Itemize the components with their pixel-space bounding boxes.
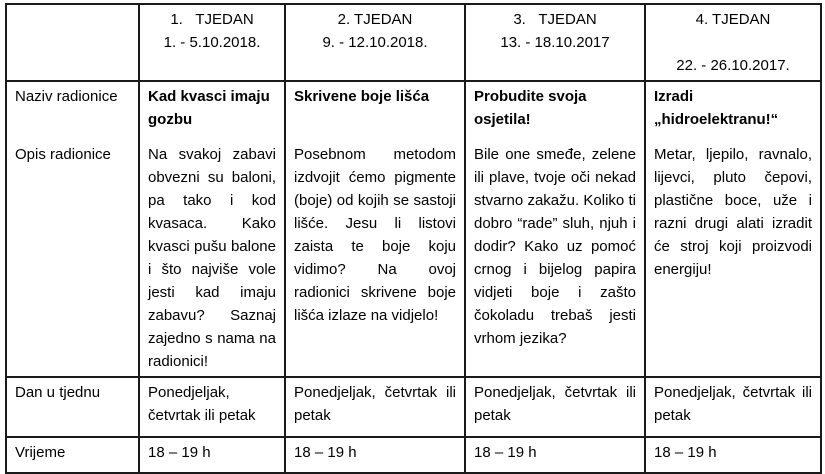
cell-workshop-week-3 xyxy=(465,81,645,377)
header-cell-week-3 xyxy=(465,4,645,81)
cell-workshop-week-2 xyxy=(285,81,465,377)
week-2-label: 2. TJEDAN xyxy=(337,11,413,28)
week-3-dates: 13. - 18.10.2017 xyxy=(500,34,610,51)
workshop-title-week-3: Probudite svoja osjetila! xyxy=(474,88,587,128)
workshop-row xyxy=(6,81,821,377)
week-1-dates: 1. - 5.10.2018. xyxy=(163,34,261,51)
cell-time-week-1 xyxy=(139,437,285,473)
workshop-schedule-table xyxy=(5,3,822,474)
table-header-row xyxy=(6,4,821,81)
workshop-description-week-3: Bile one smeđe, zelene ili plave, tvoje oči nekad stvarno zakažu. Koliko ti dobro “rade” sluh, njuh i dodir? Kako uz pomoć crnog i bijelog papira vidjeti boje i zašto čokoladu trebaš jesti vrhom jezika? xyxy=(474,146,636,347)
row-label-cell xyxy=(6,81,139,377)
workshop-description-week-4: Metar, ljepilo, ravnalo, lijevci, pluto čepovi, plastične boce, uže i razni drugi alati izradit će stroj koji proizvodi energiju! xyxy=(654,146,812,278)
time-value-week-4: 18 – 19 h xyxy=(654,444,717,461)
header-cell-week-1 xyxy=(139,4,285,81)
week-1-label: 1. TJEDAN xyxy=(170,11,254,28)
row-label-vrijeme: Vrijeme xyxy=(6,437,139,473)
cell-time-week-4 xyxy=(645,437,821,473)
week-4-label: 4. TJEDAN xyxy=(695,11,771,28)
workshop-title-week-1: Kad kvasci imaju gozbu xyxy=(148,88,270,128)
week-3-label: 3. TJEDAN xyxy=(513,11,597,28)
cell-day-week-2 xyxy=(285,377,465,437)
day-value-week-1: Ponedjeljak, četvrtak ili petak xyxy=(148,384,256,424)
time-row xyxy=(6,437,821,473)
header-cell-week-4 xyxy=(645,4,821,81)
cell-time-week-3 xyxy=(465,437,645,473)
week-2-dates: 9. - 12.10.2018. xyxy=(322,34,428,51)
day-value-week-3: Ponedjeljak, četvrtak ili petak xyxy=(474,384,636,424)
workshop-description-week-2: Posebnom metodom izdvojit ćemo pigmente (boje) od kojih se sastoji lišće. Jesu li listovi zaista te boje koju vidimo? Na ovoj radionici skrivene boje lišća izlaze na vidjelo! xyxy=(294,146,456,324)
cell-workshop-week-4 xyxy=(645,81,821,377)
cell-time-week-2 xyxy=(285,437,465,473)
cell-day-week-1 xyxy=(139,377,285,437)
row-label-dan: Dan u tjednu xyxy=(6,377,139,437)
row-label-opis: Opis radionice xyxy=(15,146,111,163)
day-value-week-4: Ponedjeljak, četvrtak ili petak xyxy=(654,384,812,424)
workshop-title-week-4: Izradi „hidroelektranu!“ xyxy=(654,88,779,128)
row-label-naziv: Naziv radionice xyxy=(15,88,118,105)
time-value-week-3: 18 – 19 h xyxy=(474,444,537,461)
cell-workshop-week-1 xyxy=(139,81,285,377)
workshop-description-week-1: Na svakoj zabavi obvezni su baloni, pa tako i kod kvasaca. Kako kvasci pušu balone i što najviše vole jesti kad imaju zabavu? Saznaj zajedno s nama na radionici! xyxy=(148,146,276,370)
time-value-week-2: 18 – 19 h xyxy=(294,444,357,461)
workshop-title-week-2: Skrivene boje lišća xyxy=(294,88,430,105)
corner-cell xyxy=(6,4,139,81)
time-value-week-1: 18 – 19 h xyxy=(148,444,211,461)
week-4-dates: 22. - 26.10.2017. xyxy=(676,57,790,74)
day-row xyxy=(6,377,821,437)
day-value-week-2: Ponedjeljak, četvrtak ili petak xyxy=(294,384,456,424)
header-cell-week-2 xyxy=(285,4,465,81)
cell-day-week-3 xyxy=(465,377,645,437)
cell-day-week-4 xyxy=(645,377,821,437)
